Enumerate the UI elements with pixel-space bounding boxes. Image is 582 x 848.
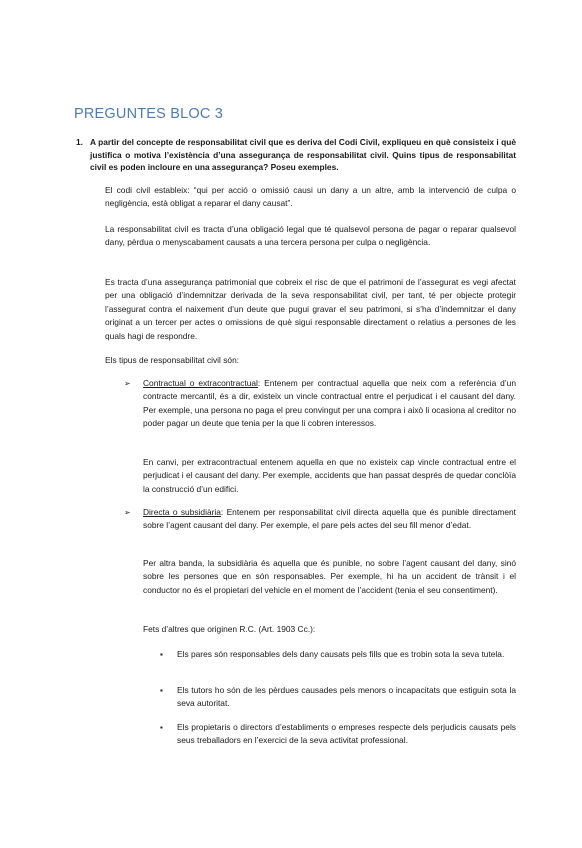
square-bullet-icon: ▪ (160, 650, 163, 659)
type-text: : Entenem per contractual aquella que neix com a referència d’un contracte mercantil, és a dir, existeix un vincle contractual entre el perjudicat i el causant del dany. Per exemple, una persona no paga el preu convingut per una compra i això li ocasiona al creditor no poder pagar un deute que tenia per la que li cobren interessos. (143, 378, 516, 429)
type-title: Contractual o extracontractual (143, 378, 258, 388)
type-title: Directa o subsidiària (143, 507, 221, 517)
others-intro: Fets d’altres que originen R.C. (Art. 1903 Cc.): (143, 624, 316, 634)
question-text: A partir del concepte de responsabilitat civil que es deriva del Codi Civil, expliqueu en què consisteix i què justifica o motiva l’existència d’una assegurança de responsabilitat civil. Quins tipus de responsabilitat civil es poden incloure en una assegurança? Poseu exemples. (90, 137, 516, 172)
arrow-bullet-icon: ➢ (124, 379, 131, 388)
paragraph-insurance: Es tracta d’una assegurança patrimonial que cobreix el risc de que el patrimoni de l’assegurat es vegi afectat per una obligació d’indemnitzar derivada de la seva responsabilitat civil, per tant, té per objecte protegir l’assegurat contra el naixement d’un deute que pugui gravar el seu patrimoni, si s’ha d’indemnitzar el dany originat a un tercer per actes o omissions de què sigui responsable directament o relatius a persones de les quals hagi de respondre. (105, 277, 516, 341)
type-contractual-extra: En canvi, per extracontractual entenem aquella en que no existeix cap vincle contractual entre el perjudicat i el causant del dany. Per exemple, accidents que han passat després de quedar conclòïa la construcció d’un edifici. (143, 457, 516, 494)
type-text: : Entenem per responsabilitat civil directa aquella que és punible directament sobre l’agent causant del dany. Per exemple, el pare pels actes del seu fill menor d’edat. (143, 507, 517, 531)
list-item: Els pares són responsables dels dany causats pels fills que es trobin sota la seva tutela. (177, 649, 505, 659)
paragraph-types-intro: Els tipus de responsabilitat civil són: (105, 355, 240, 365)
square-bullet-icon: ▪ (160, 686, 163, 695)
square-bullet-icon: ▪ (160, 723, 163, 732)
arrow-bullet-icon: ➢ (124, 508, 131, 517)
question-number: 1. (76, 137, 83, 147)
list-item: Els propietaris o directors d’establiments o empreses respecte dels perjudicis causats pels seus treballadors en l’exercici de la seva activitat professional. (177, 722, 516, 746)
paragraph-definition: La responsabilitat civil es tracta d’una obligació legal que té qualsevol persona de pagar o reparar qualsevol dany, pèrdua o menyscabament causats a una tercera persona per culpa o negligència. (105, 224, 516, 248)
list-item: Els tutors ho són de les pèrdues causades pels menors o incapacitats que estiguin sota la seva autoritat. (177, 685, 516, 709)
type-direct (143, 506, 516, 533)
page-heading: PREGUNTES BLOC 3 (74, 106, 224, 122)
question-1 (76, 136, 516, 174)
type-direct-extra: Per altra banda, la subsidiària és aquella que és punible, no sobre l’agent causant del dany, sinó sobre les persones que en són responsables. Per exemple, hi ha un accident de trànsit i el conductor no és el propietari del vehicle en el moment de l’accident (tenia el seu consentiment). (143, 558, 516, 595)
paragraph-civil-code: El codi civil estableix: “qui per acció o omissió causi un dany a un altre, amb la intervenció de culpa o negligència, està obligat a reparar el dany causat”. (105, 185, 516, 209)
type-contractual (143, 377, 516, 431)
